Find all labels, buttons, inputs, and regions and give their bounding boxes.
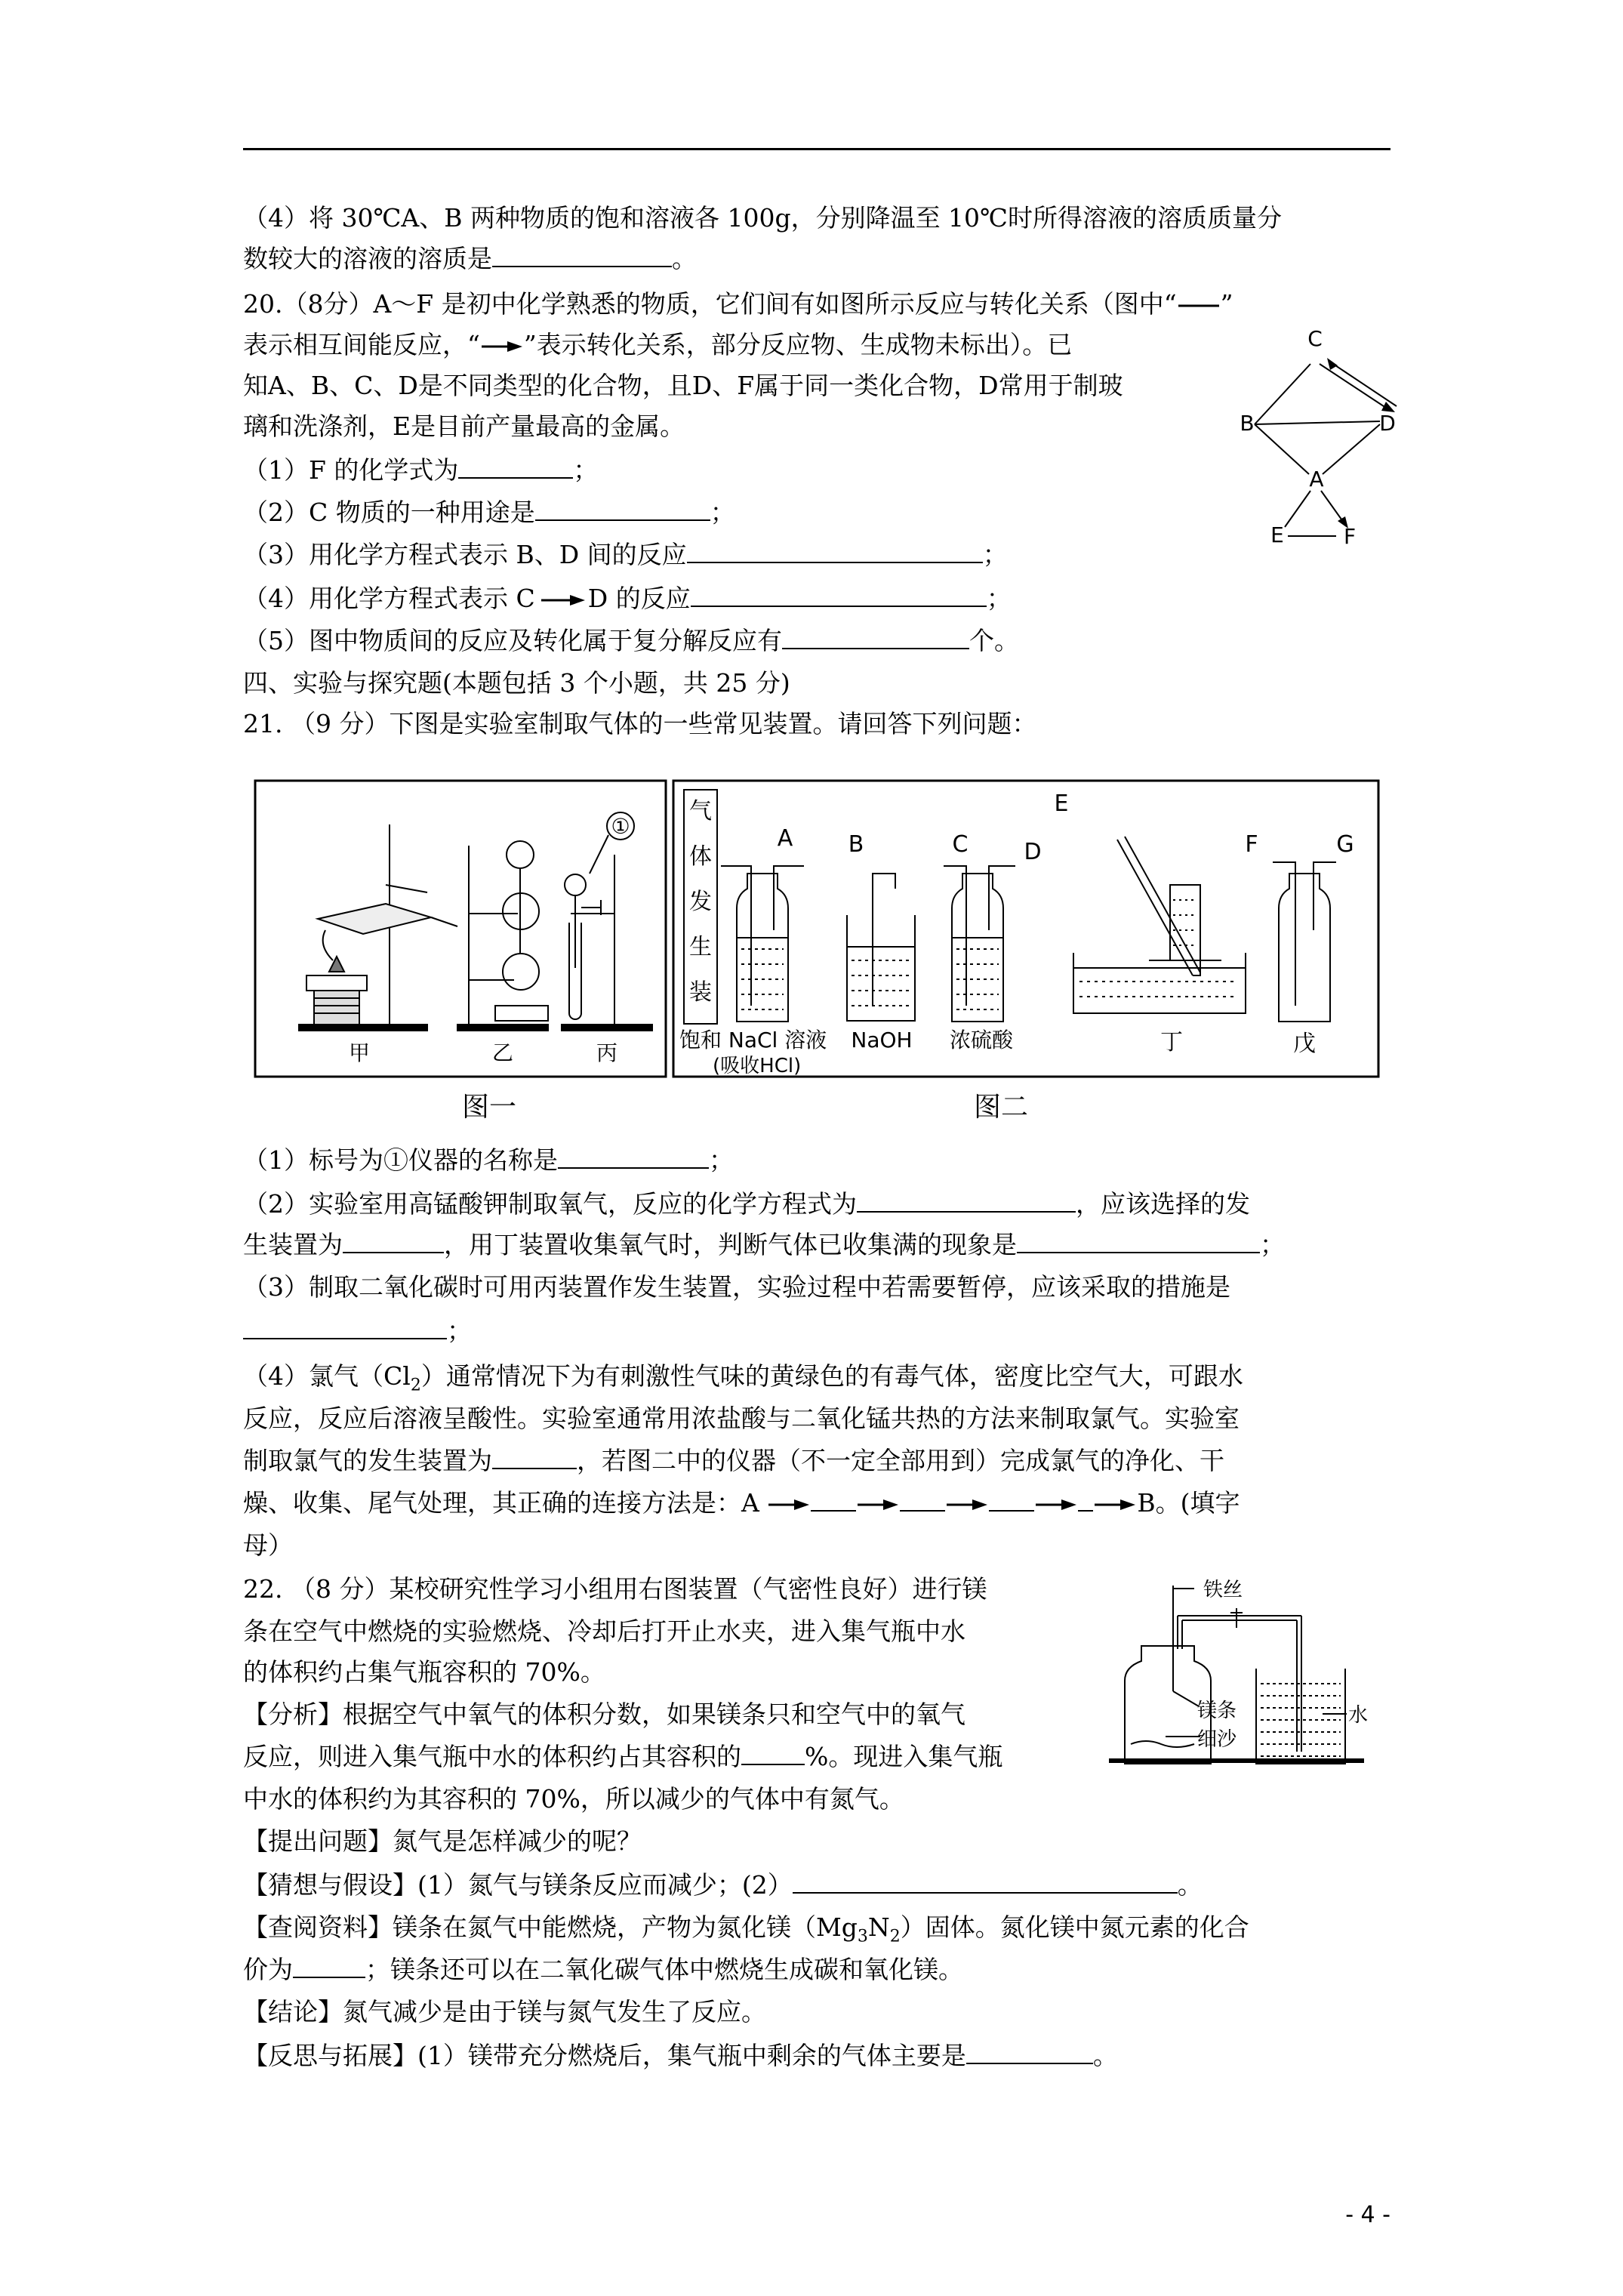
q20-intro-line4: 璃和洗涤剂，E是目前产量最高的金属。	[243, 411, 685, 441]
header-rule	[243, 148, 1390, 150]
letter-c: C	[952, 831, 969, 858]
q21-1: （1）标号为①仪器的名称是 ；	[243, 1145, 734, 1175]
label-naoh: NaOH	[851, 1028, 913, 1052]
apparatus-figure-2	[672, 779, 1380, 1081]
conversion-arrow-icon	[945, 1497, 989, 1512]
letter-f: F	[1245, 831, 1258, 858]
q21-4-line2: 反应，反应后溶液呈酸性。实验室通常用浓盐酸与二氧化锰共热的方法来制取氯气。实验室	[243, 1404, 1240, 1433]
q20-intro-line1: 20.（8分）A～F 是初中化学熟悉的物质，它们间有如图所示反应与转化关系（图中“ ”	[243, 289, 1233, 319]
q22-intro-line3: 的体积约占集气瓶容积的 70%。	[243, 1657, 605, 1687]
label-bing: 丙	[596, 1040, 618, 1065]
q22-conclusion: 【结论】氮气减少是由于镁与氮气发生了反应。	[243, 1997, 766, 2026]
q21-4-line1: （4）氯气$(Cl_2)$通常情况下为有刺激性气味的黄绿色的有毒气体，密度比空气大，可跟水	[243, 1361, 1243, 1395]
label-absorb-hcl: (吸收HCl)	[713, 1055, 802, 1077]
answer-blank[interactable]	[535, 497, 710, 521]
label-yi: 乙	[491, 1040, 514, 1065]
answer-blank[interactable]	[793, 1869, 1178, 1894]
q19-4-line2: 数较大的溶液的溶质是 。	[243, 244, 697, 273]
q22-reflection: 【反思与拓展】(1）镁带充分燃烧后，集气瓶中剩余的气体主要是 。	[243, 2041, 1118, 2070]
answer-blank[interactable]	[782, 625, 969, 649]
letter-g: G	[1336, 831, 1354, 858]
q22-analysis-line2: 反应，则进入集气瓶中水的体积约占其容积的 %。现进入集气瓶	[243, 1742, 1003, 1771]
answer-blank[interactable]	[1017, 1229, 1260, 1253]
label-water: 水	[1348, 1704, 1369, 1727]
node-a: A	[1309, 467, 1324, 492]
answer-blank[interactable]	[1078, 1487, 1093, 1512]
answer-blank[interactable]	[900, 1487, 945, 1512]
q22-question: 【提出问题】氮气是怎样减少的呢？	[243, 1826, 642, 1856]
conversion-arrow-icon	[480, 339, 524, 354]
side-label-4: 生	[689, 934, 712, 960]
q21-intro: 21. （9 分）下图是实验室制取气体的一些常见装置。请回答下列问题：	[243, 709, 1037, 738]
relation-diagram	[1230, 310, 1404, 551]
answer-blank[interactable]	[966, 2040, 1093, 2064]
answer-blank[interactable]	[492, 1445, 577, 1469]
label-conc-sulfuric: 浓硫酸	[949, 1028, 1014, 1052]
figure-1-caption: 图一	[462, 1092, 517, 1123]
label-nacl: 饱和 NaCl 溶液	[679, 1028, 827, 1052]
node-c: C	[1307, 326, 1323, 351]
q21-4-line3: 制取氯气的发生装置为 ，若图二中的仪器（不一定全部用到）完成氯气的净化、干	[243, 1446, 1224, 1475]
answer-blank[interactable]	[558, 1145, 709, 1169]
answer-blank[interactable]	[458, 455, 573, 479]
answer-blank[interactable]	[857, 1188, 1076, 1213]
label-ding: 丁	[1160, 1029, 1183, 1056]
q19-4-line1: （4）将 30℃A、B 两种物质的饱和溶液各 100g，分别降温至 10℃时所得溶液的溶质质量分	[243, 203, 1282, 233]
marker-1-label: ①	[611, 814, 630, 839]
q22-hypothesis: 【猜想与假设】(1）氮气与镁条反应而减少；(2） 。	[243, 1870, 1203, 1900]
q22-analysis-line3: 中水的体积约为其容积的 70%，所以减少的气体中有氮气。	[243, 1784, 904, 1814]
node-d: D	[1379, 411, 1396, 436]
q21-2-line1: （2）实验室用高锰酸钾制取氧气，反应的化学方程式为 ，应该选择的发	[243, 1189, 1250, 1219]
q22-analysis-line1: 【分析】根据空气中氧气的体积分数，如果镁条只和空气中的氧气	[243, 1700, 965, 1729]
q20-4: （4）用化学方程式表示 C D 的反应 ；	[243, 584, 1012, 613]
side-label-2: 体	[689, 843, 712, 870]
q20-3: （3）用化学方程式表示 B、D 间的反应 ；	[243, 540, 1008, 569]
letter-d: D	[1024, 839, 1042, 865]
label-wu: 戊	[1293, 1031, 1316, 1057]
q21-4-line5: 母）	[243, 1530, 293, 1560]
answer-blank[interactable]	[691, 583, 987, 607]
magnesium-apparatus-figure	[1104, 1578, 1406, 1767]
node-f: F	[1343, 524, 1357, 549]
q20-5: （5）图中物质间的反应及转化属于复分解反应有 个。	[243, 626, 1019, 655]
letter-a: A	[777, 825, 793, 852]
side-label-1: 气	[689, 798, 712, 824]
label-mg-ribbon: 镁条	[1197, 1700, 1237, 1722]
q22-reference-line1: 【查阅资料】镁条在氮气中能燃烧，产物为氮化镁$(Mg_3N_2)$固体。氮化镁中氮元素的化合	[243, 1912, 1249, 1946]
conversion-arrow-icon	[535, 593, 588, 608]
answer-blank[interactable]	[811, 1487, 856, 1512]
conversion-arrow-icon	[1034, 1497, 1078, 1512]
answer-blank[interactable]	[343, 1229, 444, 1253]
answer-blank[interactable]	[741, 1741, 805, 1765]
q22-reference-line2: 价为 ；镁条还可以在二氧化碳气体中燃烧生成碳和氧化镁。	[243, 1955, 963, 1984]
q21-2-line2: 生装置为 ，用丁装置收集氧气时，判断气体已收集满的现象是 ；	[243, 1230, 1285, 1259]
node-e: E	[1270, 522, 1284, 547]
q21-3-line2: ；	[243, 1314, 472, 1348]
conversion-arrow-icon	[856, 1497, 900, 1512]
side-label-5: 装	[689, 979, 712, 1006]
q21-4-line4: 燥、收集、尾气处理，其正确的连接方法是：A B。(填字	[243, 1488, 1240, 1518]
q22-intro-line2: 条在空气中燃烧的实验燃烧、冷却后打开止水夹，进入集气瓶中水	[243, 1616, 965, 1646]
conversion-arrow-icon	[767, 1497, 811, 1512]
side-label-3: 发	[689, 889, 712, 915]
answer-blank[interactable]	[492, 243, 672, 267]
apparatus-figure-1	[254, 779, 667, 1081]
q22-intro-line1: 22. （8 分）某校研究性学习小组用右图装置（气密性良好）进行镁	[243, 1574, 987, 1604]
answer-blank[interactable]	[989, 1487, 1034, 1512]
answer-blank[interactable]	[243, 1315, 447, 1339]
letter-e: E	[1054, 791, 1069, 817]
reaction-line-symbol	[1177, 298, 1221, 313]
q20-2: （2）C 物质的一种用途是 ；	[243, 498, 735, 527]
section-four-heading: 四、实验与探究题(本题包括 3 个小题，共 25 分)	[243, 668, 790, 698]
q20-intro-line2: 表示相互间能反应，“ ”表示转化关系，部分反应物、生成物未标出）。已	[243, 330, 1073, 359]
answer-blank[interactable]	[687, 539, 983, 563]
label-fine-sand: 细沙	[1197, 1728, 1237, 1751]
q20-intro-line3: 知A、B、C、D是不同类型的化合物，且D、F属于同一类化合物，D常用于制玻	[243, 371, 1123, 400]
page-number: - 4 -	[1345, 2202, 1390, 2228]
q21-3-line1: （3）制取二氧化碳时可用丙装置作发生装置，实验过程中若需要暂停，应该采取的措施是	[243, 1272, 1230, 1302]
q20-1: （1）F 的化学式为 ；	[243, 455, 599, 485]
node-b: B	[1240, 411, 1255, 436]
conversion-arrow-icon	[1093, 1497, 1137, 1512]
label-jia: 甲	[348, 1040, 371, 1065]
figure-2-caption: 图二	[974, 1092, 1029, 1123]
letter-b: B	[848, 831, 864, 858]
label-iron-wire: 铁丝	[1203, 1579, 1243, 1601]
answer-blank[interactable]	[293, 1954, 365, 1978]
